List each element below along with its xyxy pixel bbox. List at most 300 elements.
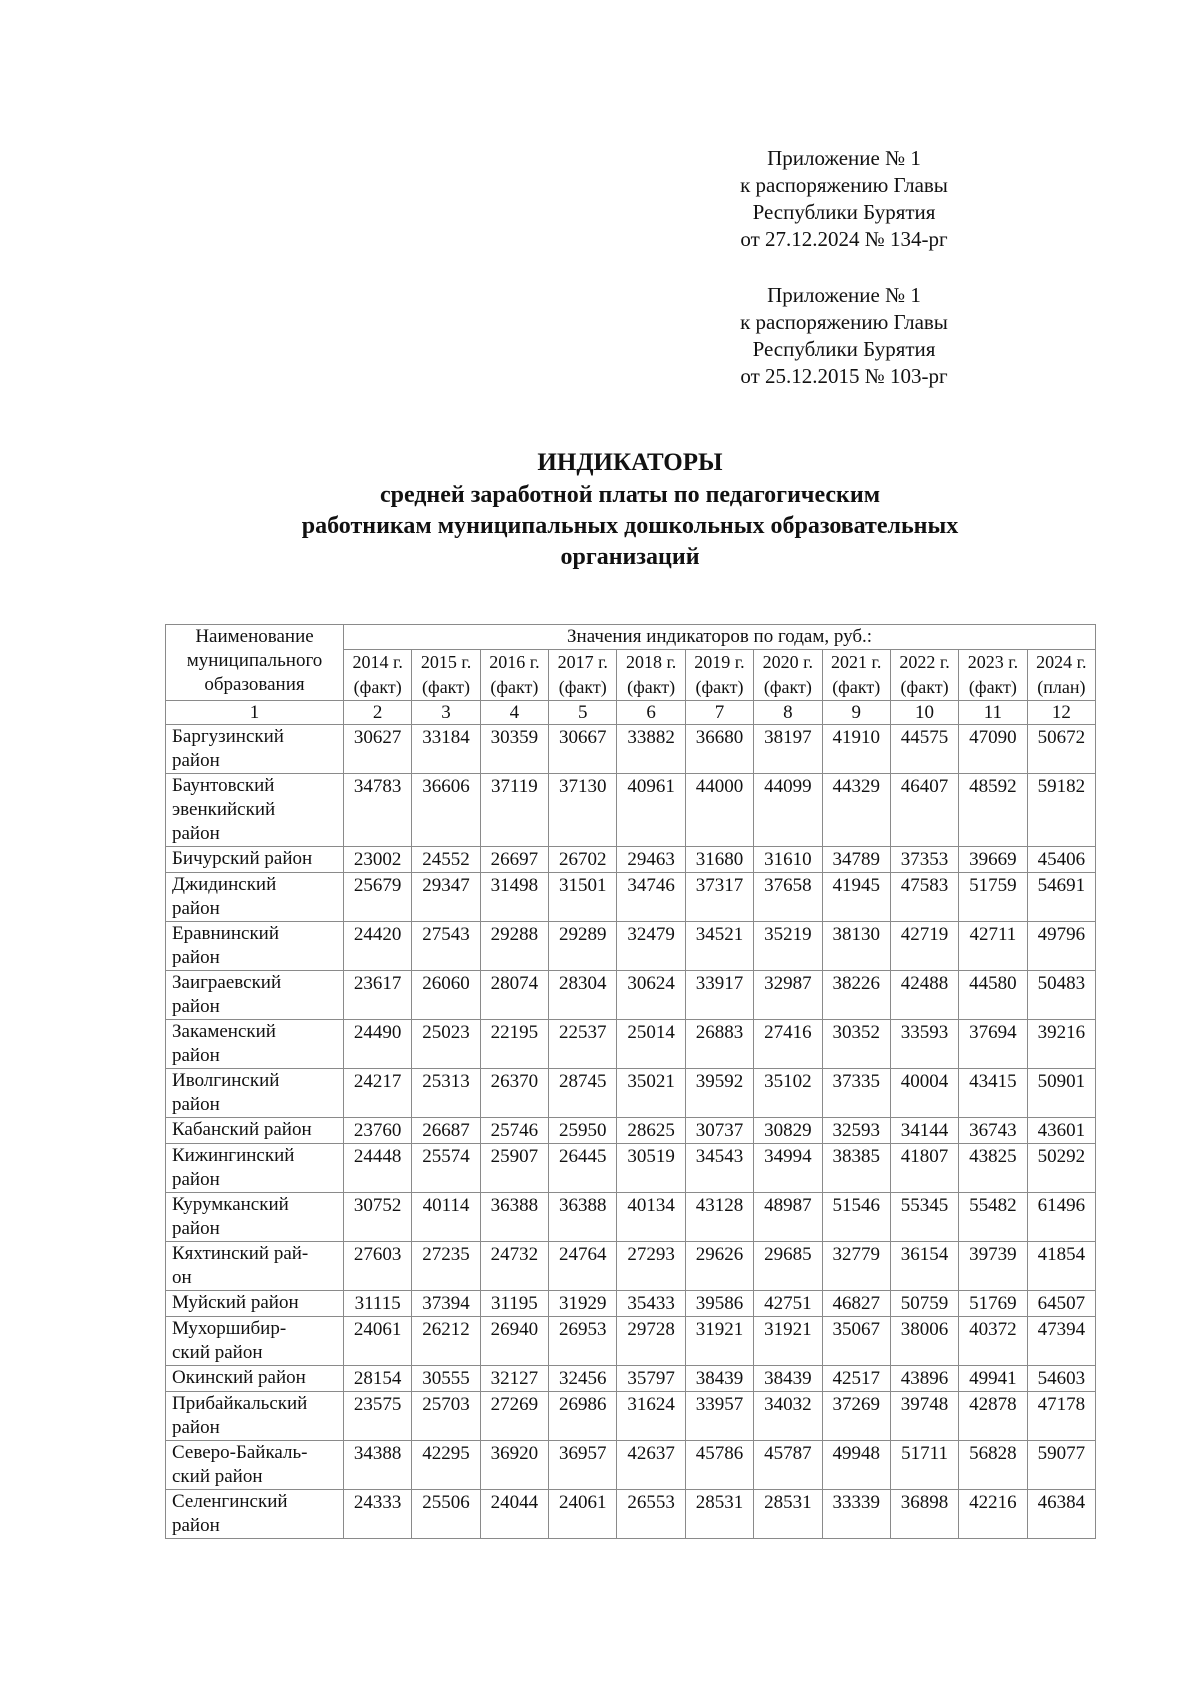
column-number-row bbox=[166, 701, 1096, 725]
indicator-value: 27543 bbox=[412, 922, 480, 971]
year-label: 2022 г. bbox=[899, 652, 950, 672]
indicator-value: 35797 bbox=[617, 1366, 685, 1392]
indicator-value: 46384 bbox=[1027, 1490, 1095, 1539]
table-row bbox=[166, 1193, 1096, 1242]
indicator-value: 30829 bbox=[754, 1118, 822, 1144]
indicator-value: 46827 bbox=[822, 1291, 890, 1317]
indicator-value: 26702 bbox=[549, 847, 617, 873]
municipality-name-line: Заиграевский bbox=[172, 972, 282, 993]
indicator-value: 42216 bbox=[959, 1490, 1027, 1539]
indicator-value: 39669 bbox=[959, 847, 1027, 873]
indicator-value: 30352 bbox=[822, 1020, 890, 1069]
indicator-value: 30752 bbox=[344, 1193, 412, 1242]
table-row bbox=[166, 971, 1096, 1020]
indicator-value: 39586 bbox=[685, 1291, 753, 1317]
indicator-value: 25950 bbox=[549, 1118, 617, 1144]
indicator-value: 36680 bbox=[685, 725, 753, 774]
indicator-value: 29685 bbox=[754, 1242, 822, 1291]
indicator-value: 45406 bbox=[1027, 847, 1095, 873]
municipality-name-line: район bbox=[172, 823, 220, 844]
indicator-value: 30624 bbox=[617, 971, 685, 1020]
indicator-value: 37658 bbox=[754, 873, 822, 922]
appendix-note-current bbox=[634, 145, 1054, 253]
indicator-value: 24552 bbox=[412, 847, 480, 873]
municipality-name bbox=[166, 847, 344, 873]
indicator-value: 26687 bbox=[412, 1118, 480, 1144]
year-header bbox=[617, 650, 685, 701]
indicator-value: 39739 bbox=[959, 1242, 1027, 1291]
indicator-value: 59182 bbox=[1027, 774, 1095, 847]
municipality-name bbox=[166, 971, 344, 1020]
municipality-name bbox=[166, 1020, 344, 1069]
indicator-value: 38226 bbox=[822, 971, 890, 1020]
title-line: средней заработной платы по педагогическим bbox=[379, 482, 881, 508]
municipality-name-line: Кяхтинский рай- bbox=[172, 1243, 309, 1264]
indicator-value: 26940 bbox=[480, 1317, 548, 1366]
indicator-value: 59077 bbox=[1027, 1441, 1095, 1490]
indicator-value: 44575 bbox=[890, 725, 958, 774]
indicator-value: 50292 bbox=[1027, 1144, 1095, 1193]
indicator-value: 36743 bbox=[959, 1118, 1027, 1144]
indicator-value: 35219 bbox=[754, 922, 822, 971]
title-line: организаций bbox=[560, 544, 700, 570]
municipality-name-line: Северо-Байкаль- bbox=[172, 1442, 308, 1463]
indicator-value: 34521 bbox=[685, 922, 753, 971]
year-kind: (факт) bbox=[695, 677, 744, 697]
indicator-value: 30555 bbox=[412, 1366, 480, 1392]
indicator-value: 26060 bbox=[412, 971, 480, 1020]
indicator-value: 24333 bbox=[344, 1490, 412, 1539]
indicator-value: 50672 bbox=[1027, 725, 1095, 774]
table-row bbox=[166, 1490, 1096, 1539]
indicator-value: 25023 bbox=[412, 1020, 480, 1069]
indicator-value: 51546 bbox=[822, 1193, 890, 1242]
indicator-value: 41854 bbox=[1027, 1242, 1095, 1291]
municipality-name-line: Селенгинский bbox=[172, 1491, 288, 1512]
indicator-value: 34783 bbox=[344, 774, 412, 847]
indicator-value: 26883 bbox=[685, 1020, 753, 1069]
indicator-value: 42295 bbox=[412, 1441, 480, 1490]
indicator-value: 48987 bbox=[754, 1193, 822, 1242]
indicator-value: 61496 bbox=[1027, 1193, 1095, 1242]
municipality-name-line: Курумканский bbox=[172, 1194, 289, 1215]
indicators-table bbox=[165, 624, 1096, 1539]
indicator-value: 24217 bbox=[344, 1069, 412, 1118]
indicator-value: 38197 bbox=[754, 725, 822, 774]
column-number: 12 bbox=[1027, 701, 1095, 725]
indicator-value: 36920 bbox=[480, 1441, 548, 1490]
column-number: 1 bbox=[166, 701, 344, 725]
municipality-name-line: Кабанский район bbox=[172, 1119, 312, 1140]
table-row bbox=[166, 1366, 1096, 1392]
indicator-value: 47394 bbox=[1027, 1317, 1095, 1366]
indicator-value: 31501 bbox=[549, 873, 617, 922]
indicator-value: 50483 bbox=[1027, 971, 1095, 1020]
indicator-value: 37317 bbox=[685, 873, 753, 922]
appendix-line: Приложение № 1 bbox=[767, 146, 921, 170]
indicator-value: 28745 bbox=[549, 1069, 617, 1118]
indicator-value: 28531 bbox=[685, 1490, 753, 1539]
year-header bbox=[549, 650, 617, 701]
indicator-value: 38439 bbox=[754, 1366, 822, 1392]
indicator-value: 29347 bbox=[412, 873, 480, 922]
indicator-value: 36388 bbox=[480, 1193, 548, 1242]
year-label: 2024 г. bbox=[1036, 652, 1087, 672]
municipality-name-line: район bbox=[172, 1094, 220, 1115]
appendix-note-original bbox=[634, 282, 1054, 390]
year-kind: (факт) bbox=[353, 677, 402, 697]
indicator-value: 37119 bbox=[480, 774, 548, 847]
indicator-value: 33593 bbox=[890, 1020, 958, 1069]
indicator-value: 43128 bbox=[685, 1193, 753, 1242]
indicator-value: 44099 bbox=[754, 774, 822, 847]
table-row bbox=[166, 1392, 1096, 1441]
indicator-value: 22537 bbox=[549, 1020, 617, 1069]
indicator-value: 27603 bbox=[344, 1242, 412, 1291]
table-row bbox=[166, 1441, 1096, 1490]
indicator-value: 46407 bbox=[890, 774, 958, 847]
year-kind: (факт) bbox=[627, 677, 676, 697]
indicator-value: 31195 bbox=[480, 1291, 548, 1317]
column-number: 9 bbox=[822, 701, 890, 725]
municipality-name-line: Муйский район bbox=[172, 1292, 299, 1313]
indicator-value: 34789 bbox=[822, 847, 890, 873]
municipality-name-line: район bbox=[172, 1515, 220, 1536]
indicator-value: 37394 bbox=[412, 1291, 480, 1317]
indicator-value: 37353 bbox=[890, 847, 958, 873]
indicator-value: 47090 bbox=[959, 725, 1027, 774]
indicator-value: 23617 bbox=[344, 971, 412, 1020]
indicator-value: 25574 bbox=[412, 1144, 480, 1193]
header-line: Наименование bbox=[195, 626, 314, 647]
indicator-value: 34746 bbox=[617, 873, 685, 922]
indicator-value: 25014 bbox=[617, 1020, 685, 1069]
indicator-value: 32593 bbox=[822, 1118, 890, 1144]
title-line: работникам муниципальных дошкольных образовательных bbox=[301, 513, 959, 539]
municipality-name-line: ский район bbox=[172, 1342, 263, 1363]
indicator-value: 51769 bbox=[959, 1291, 1027, 1317]
indicator-value: 51759 bbox=[959, 873, 1027, 922]
indicator-value: 34994 bbox=[754, 1144, 822, 1193]
municipality-name-line: Мухоршибир- bbox=[172, 1318, 287, 1339]
indicator-value: 47178 bbox=[1027, 1392, 1095, 1441]
column-number: 4 bbox=[480, 701, 548, 725]
indicator-value: 26445 bbox=[549, 1144, 617, 1193]
table-row bbox=[166, 1242, 1096, 1291]
municipality-name bbox=[166, 1069, 344, 1118]
indicator-value: 36606 bbox=[412, 774, 480, 847]
indicator-value: 41807 bbox=[890, 1144, 958, 1193]
municipality-name bbox=[166, 1441, 344, 1490]
indicator-value: 40004 bbox=[890, 1069, 958, 1118]
indicator-value: 42878 bbox=[959, 1392, 1027, 1441]
year-kind: (факт) bbox=[832, 677, 881, 697]
title-heading: ИНДИКАТОРЫ bbox=[537, 449, 723, 476]
indicator-value: 28625 bbox=[617, 1118, 685, 1144]
indicator-value: 26986 bbox=[549, 1392, 617, 1441]
indicator-value: 56828 bbox=[959, 1441, 1027, 1490]
indicator-value: 32779 bbox=[822, 1242, 890, 1291]
year-label: 2019 г. bbox=[694, 652, 745, 672]
municipality-name-line: Прибайкальский bbox=[172, 1393, 308, 1414]
municipality-name-line: район bbox=[172, 898, 220, 919]
municipality-name-line: Баргузинский bbox=[172, 726, 284, 747]
indicator-value: 64507 bbox=[1027, 1291, 1095, 1317]
indicator-value: 41910 bbox=[822, 725, 890, 774]
indicator-value: 33957 bbox=[685, 1392, 753, 1441]
indicator-value: 25746 bbox=[480, 1118, 548, 1144]
header-line: муниципального bbox=[186, 650, 323, 671]
year-header bbox=[822, 650, 890, 701]
municipality-name-line: район bbox=[172, 947, 220, 968]
indicator-value: 28154 bbox=[344, 1366, 412, 1392]
indicator-value: 37335 bbox=[822, 1069, 890, 1118]
indicator-value: 29728 bbox=[617, 1317, 685, 1366]
indicator-value: 30519 bbox=[617, 1144, 685, 1193]
year-kind: (факт) bbox=[490, 677, 539, 697]
municipality-name-line: район bbox=[172, 1417, 220, 1438]
year-label: 2015 г. bbox=[420, 652, 472, 672]
indicator-value: 48592 bbox=[959, 774, 1027, 847]
indicator-value: 25703 bbox=[412, 1392, 480, 1441]
values-group-header: Значения индикаторов по годам, руб.: bbox=[344, 625, 1096, 650]
indicator-value: 49796 bbox=[1027, 922, 1095, 971]
column-number: 6 bbox=[617, 701, 685, 725]
indicator-value: 37694 bbox=[959, 1020, 1027, 1069]
year-header bbox=[754, 650, 822, 701]
indicator-value: 33184 bbox=[412, 725, 480, 774]
indicator-value: 35102 bbox=[754, 1069, 822, 1118]
year-label: 2021 г. bbox=[831, 652, 882, 672]
indicator-value: 42719 bbox=[890, 922, 958, 971]
indicator-value: 35021 bbox=[617, 1069, 685, 1118]
municipality-name bbox=[166, 1118, 344, 1144]
indicator-value: 38006 bbox=[890, 1317, 958, 1366]
municipality-name bbox=[166, 1193, 344, 1242]
municipality-name-line: Окинский район bbox=[172, 1367, 306, 1388]
indicator-value: 23760 bbox=[344, 1118, 412, 1144]
municipality-name-line: район bbox=[172, 1045, 220, 1066]
column-number: 5 bbox=[549, 701, 617, 725]
indicator-value: 44329 bbox=[822, 774, 890, 847]
indicator-value: 31921 bbox=[754, 1317, 822, 1366]
indicator-value: 54691 bbox=[1027, 873, 1095, 922]
table-row bbox=[166, 1291, 1096, 1317]
indicator-value: 55482 bbox=[959, 1193, 1027, 1242]
indicator-value: 26553 bbox=[617, 1490, 685, 1539]
column-number: 2 bbox=[344, 701, 412, 725]
indicator-value: 29288 bbox=[480, 922, 548, 971]
indicator-value: 31498 bbox=[480, 873, 548, 922]
year-header bbox=[1027, 650, 1095, 701]
indicator-value: 31929 bbox=[549, 1291, 617, 1317]
municipality-name-line: район bbox=[172, 996, 220, 1017]
year-header bbox=[685, 650, 753, 701]
indicator-value: 30627 bbox=[344, 725, 412, 774]
indicator-value: 42488 bbox=[890, 971, 958, 1020]
year-kind: (факт) bbox=[900, 677, 949, 697]
indicator-value: 36957 bbox=[549, 1441, 617, 1490]
municipality-name bbox=[166, 1366, 344, 1392]
indicator-value: 43601 bbox=[1027, 1118, 1095, 1144]
column-number: 7 bbox=[685, 701, 753, 725]
year-kind: (план) bbox=[1037, 677, 1086, 697]
column-number: 8 bbox=[754, 701, 822, 725]
indicator-value: 39748 bbox=[890, 1392, 958, 1441]
year-header bbox=[480, 650, 548, 701]
indicator-value: 34388 bbox=[344, 1441, 412, 1490]
year-label: 2023 г. bbox=[967, 652, 1019, 672]
table-row bbox=[166, 1144, 1096, 1193]
indicator-value: 25907 bbox=[480, 1144, 548, 1193]
indicator-value: 38439 bbox=[685, 1366, 753, 1392]
indicator-value: 42637 bbox=[617, 1441, 685, 1490]
table-row bbox=[166, 873, 1096, 922]
indicator-value: 28531 bbox=[754, 1490, 822, 1539]
table-row bbox=[166, 1020, 1096, 1069]
year-header bbox=[344, 650, 412, 701]
indicator-value: 23002 bbox=[344, 847, 412, 873]
year-header bbox=[959, 650, 1027, 701]
municipality-name bbox=[166, 922, 344, 971]
year-header bbox=[890, 650, 958, 701]
indicator-value: 44580 bbox=[959, 971, 1027, 1020]
municipality-name-line: Бичурский район bbox=[172, 848, 313, 869]
indicator-value: 33917 bbox=[685, 971, 753, 1020]
indicator-value: 38130 bbox=[822, 922, 890, 971]
indicator-value: 27416 bbox=[754, 1020, 822, 1069]
indicator-value: 32456 bbox=[549, 1366, 617, 1392]
indicator-value: 39592 bbox=[685, 1069, 753, 1118]
indicator-value: 39216 bbox=[1027, 1020, 1095, 1069]
indicator-value: 24490 bbox=[344, 1020, 412, 1069]
indicator-value: 43415 bbox=[959, 1069, 1027, 1118]
indicator-value: 45787 bbox=[754, 1441, 822, 1490]
indicator-value: 49941 bbox=[959, 1366, 1027, 1392]
indicator-value: 32987 bbox=[754, 971, 822, 1020]
municipality-name-line: Закаменский bbox=[172, 1021, 276, 1042]
table-row bbox=[166, 1118, 1096, 1144]
indicator-value: 24448 bbox=[344, 1144, 412, 1193]
indicator-value: 24420 bbox=[344, 922, 412, 971]
municipality-name bbox=[166, 725, 344, 774]
indicator-value: 45786 bbox=[685, 1441, 753, 1490]
municipality-name bbox=[166, 1242, 344, 1291]
indicator-value: 36898 bbox=[890, 1490, 958, 1539]
indicator-value: 42711 bbox=[959, 922, 1027, 971]
indicator-value: 26370 bbox=[480, 1069, 548, 1118]
appendix-line: Приложение № 1 bbox=[767, 283, 921, 307]
year-kind: (факт) bbox=[558, 677, 607, 697]
indicator-value: 30359 bbox=[480, 725, 548, 774]
indicator-value: 35067 bbox=[822, 1317, 890, 1366]
municipality-name-line: эвенкийский bbox=[172, 799, 276, 820]
table-body bbox=[166, 725, 1096, 1539]
indicator-value: 40134 bbox=[617, 1193, 685, 1242]
indicator-value: 37269 bbox=[822, 1392, 890, 1441]
indicator-value: 49948 bbox=[822, 1441, 890, 1490]
municipality-name-line: Кижингинский bbox=[172, 1145, 295, 1166]
indicator-value: 26697 bbox=[480, 847, 548, 873]
municipality-name-line: Еравнинский bbox=[172, 923, 280, 944]
municipality-name-line: район bbox=[172, 1169, 220, 1190]
indicator-value: 28304 bbox=[549, 971, 617, 1020]
municipality-name bbox=[166, 1317, 344, 1366]
indicator-value: 22195 bbox=[480, 1020, 548, 1069]
municipality-name-line: Джидинский bbox=[172, 874, 277, 895]
year-label: 2014 г. bbox=[352, 652, 403, 672]
indicator-value: 34543 bbox=[685, 1144, 753, 1193]
municipality-name-line: он bbox=[172, 1267, 192, 1288]
indicator-value: 32479 bbox=[617, 922, 685, 971]
indicator-value: 44000 bbox=[685, 774, 753, 847]
table-row bbox=[166, 1317, 1096, 1366]
appendix-line: от 27.12.2024 № 134-рг bbox=[740, 227, 948, 251]
year-kind: (факт) bbox=[968, 677, 1017, 697]
indicator-value: 33339 bbox=[822, 1490, 890, 1539]
indicator-value: 26953 bbox=[549, 1317, 617, 1366]
indicator-value: 31624 bbox=[617, 1392, 685, 1441]
year-header bbox=[412, 650, 480, 701]
municipality-name bbox=[166, 873, 344, 922]
indicator-value: 27269 bbox=[480, 1392, 548, 1441]
indicator-value: 30737 bbox=[685, 1118, 753, 1144]
indicator-value: 38385 bbox=[822, 1144, 890, 1193]
indicator-value: 50901 bbox=[1027, 1069, 1095, 1118]
indicator-value: 33882 bbox=[617, 725, 685, 774]
year-label: 2018 г. bbox=[625, 652, 677, 672]
table-row bbox=[166, 1069, 1096, 1118]
indicator-value: 50759 bbox=[890, 1291, 958, 1317]
appendix-line: к распоряжению Главы bbox=[740, 310, 948, 334]
indicator-value: 24764 bbox=[549, 1242, 617, 1291]
indicator-value: 51711 bbox=[890, 1441, 958, 1490]
indicator-value: 31921 bbox=[685, 1317, 753, 1366]
municipality-name bbox=[166, 1144, 344, 1193]
indicator-value: 31115 bbox=[344, 1291, 412, 1317]
column-number: 11 bbox=[959, 701, 1027, 725]
indicator-value: 25313 bbox=[412, 1069, 480, 1118]
column-number: 10 bbox=[890, 701, 958, 725]
indicator-value: 25506 bbox=[412, 1490, 480, 1539]
municipality-name-line: район bbox=[172, 750, 220, 771]
indicator-value: 55345 bbox=[890, 1193, 958, 1242]
document-title bbox=[200, 447, 1060, 573]
indicator-value: 27293 bbox=[617, 1242, 685, 1291]
indicator-value: 29626 bbox=[685, 1242, 753, 1291]
indicator-value: 28074 bbox=[480, 971, 548, 1020]
municipality-name-line: ский район bbox=[172, 1466, 263, 1487]
indicator-value: 35433 bbox=[617, 1291, 685, 1317]
indicator-value: 29463 bbox=[617, 847, 685, 873]
year-kind: (факт) bbox=[763, 677, 812, 697]
municipality-name bbox=[166, 774, 344, 847]
indicator-value: 26212 bbox=[412, 1317, 480, 1366]
indicator-value: 36154 bbox=[890, 1242, 958, 1291]
indicator-value: 34032 bbox=[754, 1392, 822, 1441]
year-label: 2016 г. bbox=[489, 652, 540, 672]
name-column-header bbox=[166, 625, 344, 701]
indicator-value: 25679 bbox=[344, 873, 412, 922]
indicator-value: 54603 bbox=[1027, 1366, 1095, 1392]
indicator-value: 40114 bbox=[412, 1193, 480, 1242]
indicator-value: 34144 bbox=[890, 1118, 958, 1144]
header-line: образования bbox=[204, 674, 305, 695]
municipality-name bbox=[166, 1392, 344, 1441]
indicator-value: 40372 bbox=[959, 1317, 1027, 1366]
indicator-value: 27235 bbox=[412, 1242, 480, 1291]
indicator-value: 37130 bbox=[549, 774, 617, 847]
